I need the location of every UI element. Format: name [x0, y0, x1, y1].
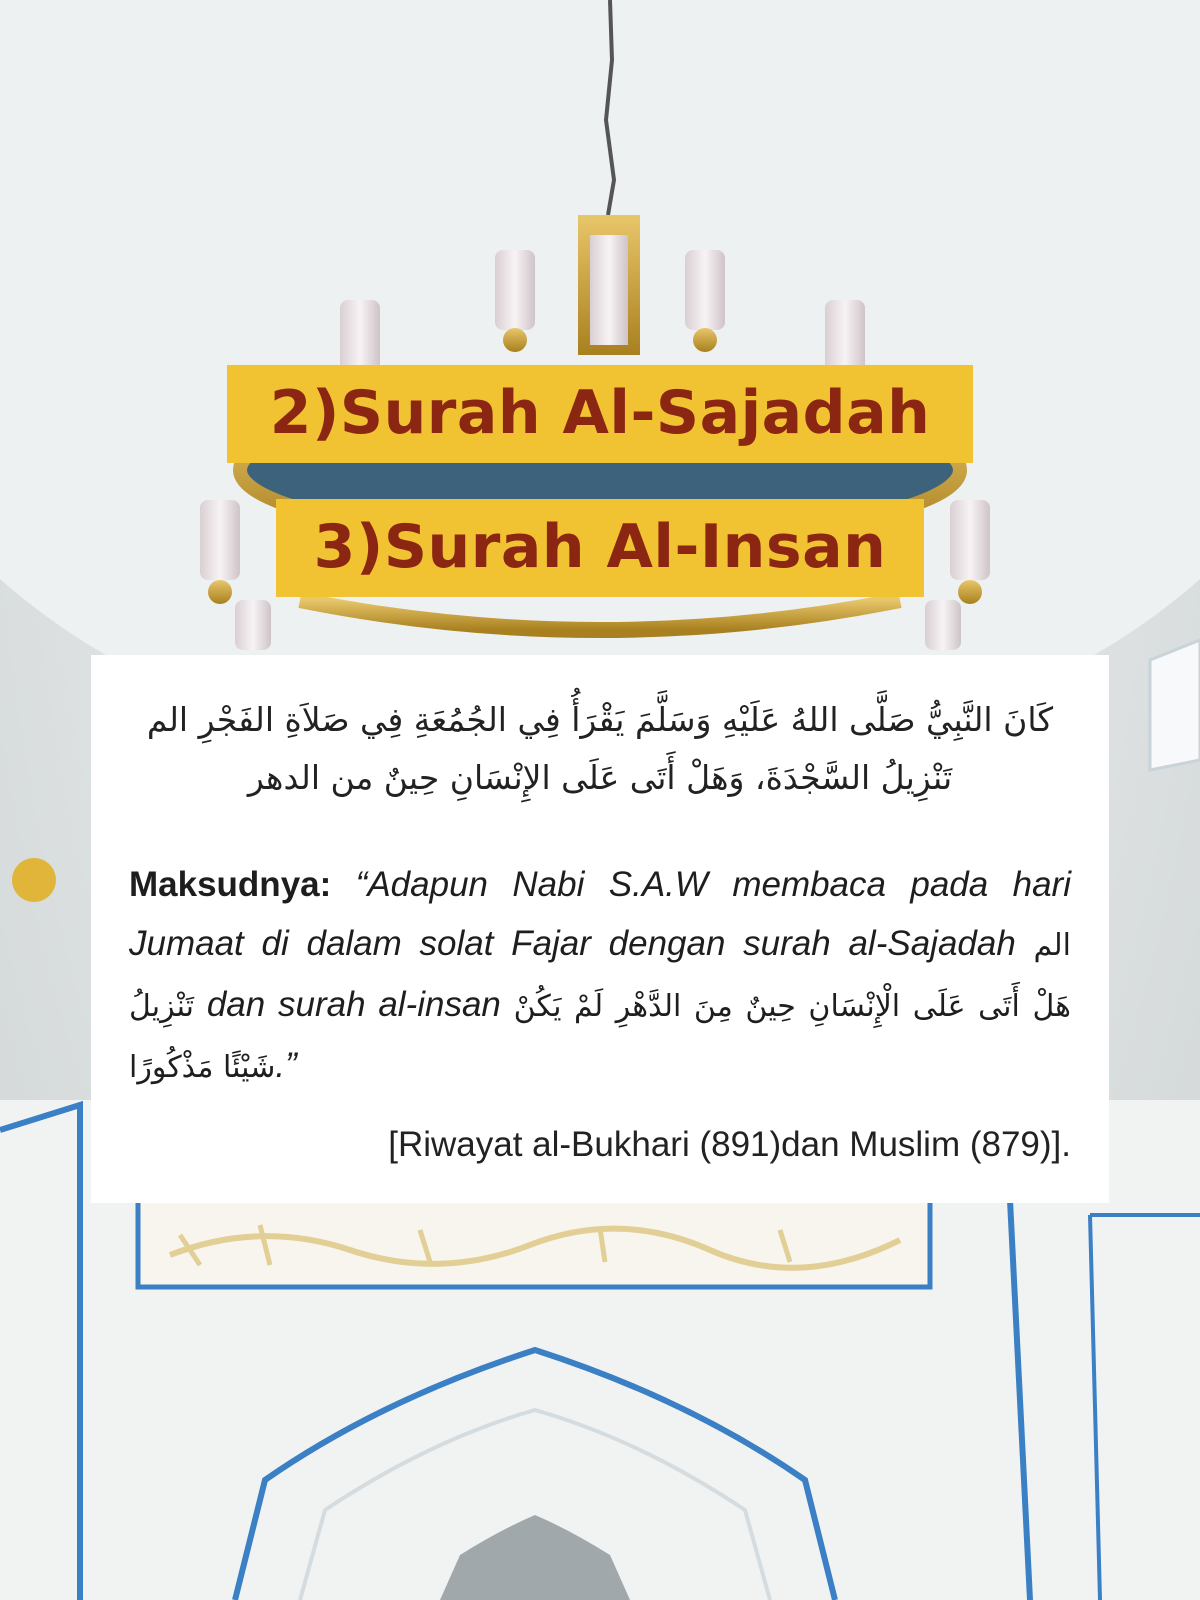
hadith-translation	[129, 855, 1071, 1097]
translation-arabic-inline-2: هَلْ أَتَى عَلَى الْإِنْسَانِ حِينٌ مِنَ الدَّهْرِ لَمْ يَكُنْ شَيْئًا مَذْكُورًا	[129, 989, 1071, 1085]
title-text-1: 2)Surah Al-Sajadah	[269, 378, 931, 448]
translation-closing-quote: .”	[275, 1046, 297, 1085]
title-text-2: 3)Surah Al-Insan	[313, 512, 887, 582]
translation-text-part2: dan surah al-insan	[206, 985, 501, 1024]
title-banner-surah-al-insan	[276, 499, 924, 597]
title-banner-surah-al-sajadah	[227, 365, 973, 463]
translation-arabic-inline-1: الم تَنْزِيلُ	[129, 928, 1071, 1024]
translation-text-part1: “Adapun Nabi S.A.W membaca pada hari Jumaat di dalam solat Fajar dengan surah al-Sajadah	[129, 865, 1071, 963]
hadith-card	[91, 655, 1109, 1203]
hadith-arabic-text: كَانَ النَّبِيُّ صَلَّى اللهُ عَلَيْهِ وَسَلَّمَ يَقْرَأُ فِي الجُمُعَةِ فِي صَلاَةِ الفَجْرِ الم تَنْزِيلُ السَّجْدَةَ، وَهَلْ أَتَى عَلَى الإِنْسَانِ حِينٌ من الدهر	[146, 700, 1054, 797]
hadith-source-citation: [Riwayat al-Bukhari (891)dan Muslim (879)].	[388, 1125, 1071, 1164]
translation-label: Maksudnya:	[129, 865, 332, 904]
